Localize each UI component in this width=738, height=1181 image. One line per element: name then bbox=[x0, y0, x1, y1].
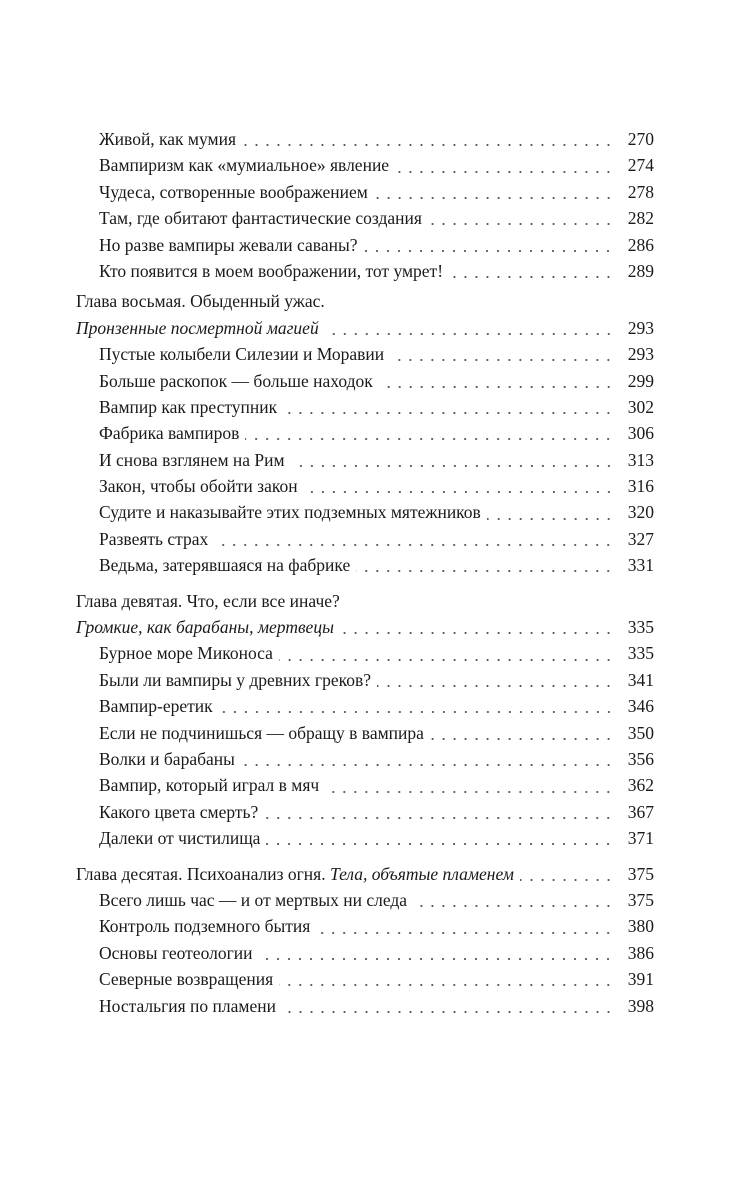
toc-entry[interactable] bbox=[76, 420, 654, 446]
toc-entry[interactable] bbox=[76, 258, 654, 284]
page-number: 293 bbox=[627, 344, 654, 365]
page-number: 289 bbox=[627, 260, 654, 281]
page-number: 274 bbox=[627, 155, 654, 176]
entry-title-text: Ностальгия по пламени bbox=[99, 995, 276, 1016]
dot-leader bbox=[316, 932, 614, 934]
toc-entry[interactable] bbox=[76, 341, 654, 367]
entry-title bbox=[99, 825, 260, 851]
entry-title-text: Далеки от чистилища bbox=[99, 828, 261, 849]
entry-title bbox=[99, 394, 277, 420]
entry-title-text: Если не подчинишься — обращу в вампира bbox=[99, 722, 424, 743]
dot-leader bbox=[258, 958, 614, 960]
entry-title-text: Кто появится в моем воображении, тот умрет! bbox=[99, 260, 444, 281]
toc-entry[interactable] bbox=[76, 913, 654, 939]
entry-title bbox=[99, 640, 273, 666]
toc-chapter-entry[interactable] bbox=[76, 861, 654, 887]
page-number: 335 bbox=[627, 617, 654, 638]
page-number: 371 bbox=[627, 828, 654, 849]
toc-entry[interactable] bbox=[76, 640, 654, 666]
entry-title-text: Фабрика вампиров bbox=[99, 423, 240, 444]
toc-section bbox=[76, 288, 654, 578]
entry-title-text: Закон, чтобы обойти закон bbox=[99, 476, 298, 497]
entry-title bbox=[99, 940, 252, 966]
page-number: 386 bbox=[627, 942, 654, 963]
entry-title bbox=[99, 693, 213, 719]
page-number: 346 bbox=[627, 696, 654, 717]
entry-title bbox=[99, 179, 368, 205]
dot-leader bbox=[449, 276, 614, 278]
page-number: 316 bbox=[627, 476, 654, 497]
dot-leader bbox=[291, 465, 614, 467]
toc-section bbox=[76, 588, 654, 852]
entry-title-italic: Громкие, как барабаны, мертвецы bbox=[76, 617, 334, 638]
entry-title bbox=[99, 552, 350, 578]
page-number: 375 bbox=[627, 889, 654, 910]
entry-title-text: Больше раскопок — больше находок bbox=[99, 370, 373, 391]
page-number: 398 bbox=[627, 995, 654, 1016]
entry-title bbox=[76, 614, 334, 640]
entry-title bbox=[99, 232, 357, 258]
entry-title-text: Глава девятая. Что, если все иначе? bbox=[76, 590, 340, 611]
toc-entry[interactable] bbox=[76, 552, 654, 578]
entry-title bbox=[76, 288, 325, 314]
entry-title bbox=[99, 152, 389, 178]
dot-leader bbox=[374, 197, 614, 199]
dot-leader bbox=[283, 412, 614, 414]
page-number: 350 bbox=[627, 722, 654, 743]
toc-entry[interactable] bbox=[76, 825, 654, 851]
dot-leader bbox=[304, 491, 614, 493]
dot-leader bbox=[266, 843, 614, 845]
dot-leader bbox=[428, 223, 614, 225]
toc-entry[interactable] bbox=[76, 720, 654, 746]
entry-title bbox=[99, 205, 422, 231]
dot-leader bbox=[379, 386, 614, 388]
entry-title bbox=[99, 258, 443, 284]
entry-title-text: Вампиризм как «мумиальное» явление bbox=[99, 155, 390, 176]
entry-title-text: Там, где обитают фантастические создания bbox=[99, 208, 422, 229]
toc-entry[interactable] bbox=[76, 966, 654, 992]
dot-leader bbox=[214, 544, 614, 546]
page-number: 313 bbox=[627, 449, 654, 470]
page-number: 293 bbox=[627, 317, 654, 338]
toc-entry[interactable] bbox=[76, 473, 654, 499]
dot-leader bbox=[242, 144, 614, 146]
dot-leader bbox=[520, 879, 614, 881]
toc-entry[interactable] bbox=[76, 526, 654, 552]
toc-entry[interactable] bbox=[76, 499, 654, 525]
entry-title-italic: Пронзенные посмертной магией bbox=[76, 317, 319, 338]
entry-title-text: Северные возвращения bbox=[99, 969, 274, 990]
page-number: 356 bbox=[627, 748, 654, 769]
page-number: 341 bbox=[627, 669, 654, 690]
entry-title bbox=[99, 420, 239, 446]
page-number: 331 bbox=[627, 555, 654, 576]
page-number: 270 bbox=[627, 129, 654, 149]
entry-title bbox=[99, 799, 258, 825]
entry-title bbox=[99, 473, 298, 499]
entry-title bbox=[99, 772, 319, 798]
toc-entry[interactable] bbox=[76, 799, 654, 825]
toc-entry[interactable] bbox=[76, 993, 654, 1019]
entry-title-text: Но разве вампиры жевали саваны? bbox=[99, 234, 358, 255]
toc-entry[interactable] bbox=[76, 667, 654, 693]
toc-entry[interactable] bbox=[76, 368, 654, 394]
toc-chapter-entry[interactable] bbox=[76, 288, 654, 314]
page-number: 362 bbox=[627, 775, 654, 796]
entry-title-text: Развеять страх bbox=[99, 528, 209, 549]
toc-entry[interactable] bbox=[76, 179, 654, 205]
entry-title-text: Были ли вампиры у древних греков? bbox=[99, 669, 371, 690]
dot-leader bbox=[413, 905, 614, 907]
toc-section bbox=[76, 126, 654, 284]
entry-title bbox=[76, 315, 319, 341]
entry-title-text: Живой, как мумия bbox=[99, 129, 237, 149]
entry-title-text: Пустые колыбели Силезии и Моравии bbox=[99, 344, 385, 365]
dot-leader bbox=[241, 764, 614, 766]
entry-title bbox=[99, 966, 273, 992]
page-number: 282 bbox=[627, 208, 654, 229]
dot-leader bbox=[356, 570, 614, 572]
entry-title bbox=[99, 746, 235, 772]
entry-title-text: Чудеса, сотворенные воображением bbox=[99, 181, 368, 202]
toc-entry[interactable] bbox=[76, 232, 654, 258]
page-number: 391 bbox=[627, 969, 654, 990]
entry-title-text: Ведьма, затерявшаяся на фабрике bbox=[99, 555, 351, 576]
dot-leader bbox=[430, 738, 614, 740]
entry-title-text: Глава десятая. Психоанализ огня. bbox=[76, 863, 330, 884]
entry-title bbox=[99, 720, 424, 746]
toc-entry[interactable] bbox=[76, 205, 654, 231]
entry-title bbox=[76, 588, 340, 614]
toc-entry[interactable] bbox=[76, 693, 654, 719]
toc-entry[interactable] bbox=[76, 152, 654, 178]
entry-title bbox=[99, 447, 285, 473]
dot-leader bbox=[282, 1011, 614, 1013]
table-of-contents bbox=[76, 126, 654, 1019]
entry-title bbox=[99, 526, 208, 552]
entry-title-text: И снова взглянем на Рим bbox=[99, 449, 285, 470]
entry-title-text: Волки и барабаны bbox=[99, 748, 235, 769]
entry-title bbox=[99, 368, 373, 394]
entry-title bbox=[99, 993, 276, 1019]
toc-entry[interactable] bbox=[76, 447, 654, 473]
entry-title-text: Контроль подземного бытия bbox=[99, 916, 311, 937]
page-number: 299 bbox=[627, 370, 654, 391]
toc-chapter-entry[interactable] bbox=[76, 588, 654, 614]
entry-title bbox=[99, 887, 407, 913]
dot-leader bbox=[264, 817, 614, 819]
page-number: 302 bbox=[627, 396, 654, 417]
page-number: 306 bbox=[627, 423, 654, 444]
entry-title-text: Какого цвета смерть? bbox=[99, 801, 259, 822]
entry-title-text: Бурное море Миконоса bbox=[99, 643, 273, 664]
toc-entry[interactable] bbox=[76, 887, 654, 913]
entry-title bbox=[76, 861, 514, 887]
entry-title-italic: Тела, объятые пламенем bbox=[329, 863, 514, 884]
page-number: 375 bbox=[627, 863, 654, 884]
dot-leader bbox=[377, 685, 614, 687]
dot-leader bbox=[219, 711, 614, 713]
toc-entry[interactable] bbox=[76, 394, 654, 420]
dot-leader bbox=[325, 791, 614, 793]
toc-entry[interactable] bbox=[76, 772, 654, 798]
entry-title-text: Вампир как преступник bbox=[99, 396, 278, 417]
page-number: 367 bbox=[627, 801, 654, 822]
entry-title bbox=[99, 126, 236, 152]
page-number: 327 bbox=[627, 528, 654, 549]
toc-chapter-entry[interactable] bbox=[76, 614, 654, 640]
page-number: 380 bbox=[627, 916, 654, 937]
entry-title bbox=[99, 667, 371, 693]
entry-title bbox=[99, 913, 310, 939]
entry-title bbox=[99, 499, 481, 525]
dot-leader bbox=[279, 659, 614, 661]
dot-leader bbox=[325, 333, 614, 335]
toc-entry[interactable] bbox=[76, 746, 654, 772]
page-number: 320 bbox=[627, 502, 654, 523]
dot-leader bbox=[487, 518, 614, 520]
entry-title-text: Основы геотеологии bbox=[99, 942, 253, 963]
page-number: 278 bbox=[627, 181, 654, 202]
dot-leader bbox=[245, 438, 614, 440]
toc-entry[interactable] bbox=[76, 940, 654, 966]
entry-title-text: Всего лишь час — и от мертвых ни следа bbox=[99, 889, 408, 910]
toc-section bbox=[76, 861, 654, 1019]
entry-title bbox=[99, 341, 384, 367]
entry-title-text: Судите и наказывайте этих подземных мятежников bbox=[99, 502, 481, 523]
page-number: 335 bbox=[627, 643, 654, 664]
dot-leader bbox=[395, 171, 614, 173]
dot-leader bbox=[279, 984, 614, 986]
toc-chapter-entry[interactable] bbox=[76, 315, 654, 341]
toc-entry[interactable] bbox=[76, 126, 654, 152]
dot-leader bbox=[390, 359, 614, 361]
entry-title-text: Вампир-еретик bbox=[99, 696, 213, 717]
entry-title-text: Вампир, который играл в мяч bbox=[99, 775, 320, 796]
page-number: 286 bbox=[627, 234, 654, 255]
dot-leader bbox=[340, 632, 614, 634]
dot-leader bbox=[363, 250, 614, 252]
entry-title-text: Глава восьмая. Обыденный ужас. bbox=[76, 291, 325, 312]
